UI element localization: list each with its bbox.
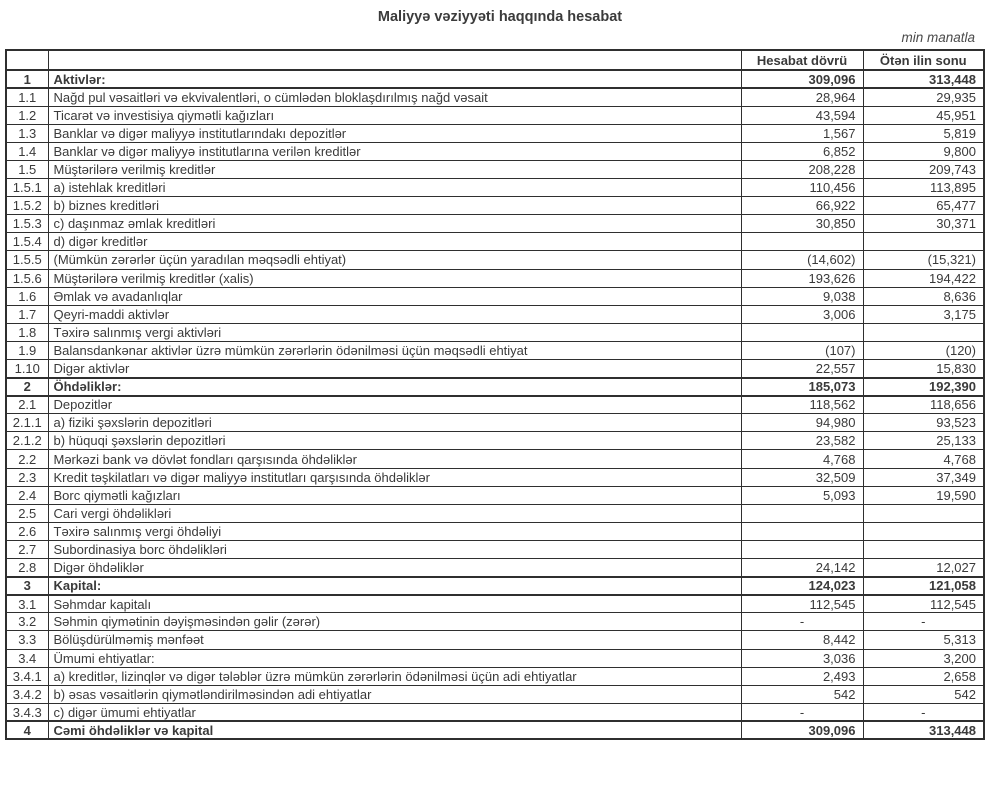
table-row	[6, 504, 984, 522]
value-previous: 15,830	[863, 360, 984, 378]
table-row	[6, 468, 984, 486]
row-number: 1.7	[6, 305, 48, 323]
value-current: 5,093	[741, 486, 863, 504]
value-previous: 113,895	[863, 179, 984, 197]
value-previous: 8,636	[863, 287, 984, 305]
value-current: 309,096	[741, 721, 863, 739]
row-label: b) biznes kreditləri	[48, 197, 741, 215]
row-label: Qeyri-maddi aktivlər	[48, 305, 741, 323]
table-row	[6, 522, 984, 540]
row-label: Cəmi öhdəliklər və kapital	[48, 721, 741, 739]
value-current: 193,626	[741, 269, 863, 287]
row-number: 2.4	[6, 486, 48, 504]
value-previous: 112,545	[863, 595, 984, 613]
value-previous: 3,200	[863, 649, 984, 667]
row-number: 3.4.1	[6, 667, 48, 685]
row-label: Cari vergi öhdəlikləri	[48, 504, 741, 522]
value-previous: 45,951	[863, 106, 984, 124]
value-current: 22,557	[741, 360, 863, 378]
value-current: 118,562	[741, 396, 863, 414]
row-number: 1.3	[6, 124, 48, 142]
value-current	[741, 504, 863, 522]
value-current	[741, 323, 863, 341]
value-current: 66,922	[741, 197, 863, 215]
row-number: 2.3	[6, 468, 48, 486]
value-current: 309,096	[741, 70, 863, 88]
row-number: 1.1	[6, 88, 48, 106]
value-previous: 313,448	[863, 721, 984, 739]
value-current: 30,850	[741, 215, 863, 233]
row-label: Subordinasiya borc öhdəlikləri	[48, 540, 741, 558]
value-current: 8,442	[741, 631, 863, 649]
value-previous: 313,448	[863, 70, 984, 88]
table-row	[6, 540, 984, 558]
value-previous	[863, 504, 984, 522]
table-row	[6, 88, 984, 106]
table-row	[6, 323, 984, 341]
row-number: 1.10	[6, 360, 48, 378]
row-number: 2.2	[6, 450, 48, 468]
row-number: 3.3	[6, 631, 48, 649]
table-row	[6, 305, 984, 323]
row-number: 1.4	[6, 142, 48, 160]
unit-note: min manatla	[901, 30, 975, 45]
row-number: 3.4.3	[6, 703, 48, 721]
value-current: 32,509	[741, 468, 863, 486]
value-current: (14,602)	[741, 251, 863, 269]
table-row	[6, 486, 984, 504]
table-body	[6, 70, 984, 739]
row-number: 2	[6, 378, 48, 396]
value-current	[741, 540, 863, 558]
table-row	[6, 685, 984, 703]
row-label: Ticarət və investisiya qiymətli kağızları	[48, 106, 741, 124]
value-previous: 2,658	[863, 667, 984, 685]
header-previous-period: Ötən ilin sonu	[863, 50, 984, 70]
value-previous: 192,390	[863, 378, 984, 396]
row-label: d) digər kreditlər	[48, 233, 741, 251]
table-row	[6, 721, 984, 739]
value-current: 6,852	[741, 142, 863, 160]
row-number: 3.4.2	[6, 685, 48, 703]
value-current: 2,493	[741, 667, 863, 685]
row-number: 1.5.1	[6, 179, 48, 197]
value-previous: 194,422	[863, 269, 984, 287]
row-number: 3	[6, 577, 48, 595]
value-previous: 65,477	[863, 197, 984, 215]
row-label: a) fiziki şəxslərin depozitləri	[48, 414, 741, 432]
row-label: Təxirə salınmış vergi aktivləri	[48, 323, 741, 341]
value-current: 24,142	[741, 559, 863, 577]
value-current: 185,073	[741, 378, 863, 396]
row-number: 2.1.1	[6, 414, 48, 432]
value-previous: 542	[863, 685, 984, 703]
value-current: 110,456	[741, 179, 863, 197]
value-current: (107)	[741, 341, 863, 359]
table-row	[6, 160, 984, 178]
row-label: c) digər ümumi ehtiyatlar	[48, 703, 741, 721]
row-label: Səhmin qiymətinin dəyişməsindən gəlir (zərər)	[48, 613, 741, 631]
value-previous: 3,175	[863, 305, 984, 323]
value-current: 208,228	[741, 160, 863, 178]
value-previous: 93,523	[863, 414, 984, 432]
table-row	[6, 233, 984, 251]
value-previous: 121,058	[863, 577, 984, 595]
row-label: Banklar və digər maliyyə institutlarına verilən kreditlər	[48, 142, 741, 160]
table-row	[6, 197, 984, 215]
row-label: a) istehlak kreditləri	[48, 179, 741, 197]
value-previous: (15,321)	[863, 251, 984, 269]
row-label: Təxirə salınmış vergi öhdəliyi	[48, 522, 741, 540]
value-previous	[863, 233, 984, 251]
table-header	[6, 50, 984, 70]
row-number: 1.2	[6, 106, 48, 124]
table-row	[6, 649, 984, 667]
row-number: 1.8	[6, 323, 48, 341]
header-row	[6, 50, 984, 70]
row-label: Banklar və digər maliyyə institutlarındakı depozitlər	[48, 124, 741, 142]
header-label	[48, 50, 741, 70]
row-number: 2.5	[6, 504, 48, 522]
row-label: b) əsas vəsaitlərin qiymətləndirilməsindən adi ehtiyatlar	[48, 685, 741, 703]
row-label: a) kreditlər, lizinqlər və digər tələblər üzrə mümkün zərərlərin ödənilməsi üçün adi ehtiyatlar	[48, 667, 741, 685]
row-label: Depozitlər	[48, 396, 741, 414]
financial-statement-table	[5, 49, 985, 740]
value-current: -	[741, 703, 863, 721]
table-row	[6, 595, 984, 613]
page-title: Maliyyə vəziyyəti haqqında hesabat	[377, 9, 623, 25]
value-current: 43,594	[741, 106, 863, 124]
table-row	[6, 378, 984, 396]
table-row	[6, 179, 984, 197]
row-label: Müştərilərə verilmiş kreditlər	[48, 160, 741, 178]
value-previous: 25,133	[863, 432, 984, 450]
row-label: Kredit təşkilatları və digər maliyyə institutları qarşısında öhdəliklər	[48, 468, 741, 486]
value-current	[741, 522, 863, 540]
row-number: 2.6	[6, 522, 48, 540]
row-label: Əmlak və avadanlıqlar	[48, 287, 741, 305]
value-previous: (120)	[863, 341, 984, 359]
table-row	[6, 559, 984, 577]
value-current: 23,582	[741, 432, 863, 450]
table-row	[6, 613, 984, 631]
value-previous	[863, 323, 984, 341]
table-row	[6, 631, 984, 649]
row-number: 1.5.4	[6, 233, 48, 251]
row-number: 1	[6, 70, 48, 88]
value-current: 4,768	[741, 450, 863, 468]
row-label: b) hüquqi şəxslərin depozitləri	[48, 432, 741, 450]
value-current: 9,038	[741, 287, 863, 305]
value-previous: 37,349	[863, 468, 984, 486]
row-number: 3.4	[6, 649, 48, 667]
value-previous	[863, 522, 984, 540]
table-row	[6, 432, 984, 450]
table-row	[6, 215, 984, 233]
row-label: Kapital:	[48, 577, 741, 595]
row-label: Bölüşdürülməmiş mənfəət	[48, 631, 741, 649]
row-label: c) daşınmaz əmlak kreditləri	[48, 215, 741, 233]
value-previous: 118,656	[863, 396, 984, 414]
row-number: 1.6	[6, 287, 48, 305]
value-previous: 4,768	[863, 450, 984, 468]
value-previous: 209,743	[863, 160, 984, 178]
row-label: Ümumi ehtiyatlar:	[48, 649, 741, 667]
table-row	[6, 703, 984, 721]
value-current: -	[741, 613, 863, 631]
table-row	[6, 287, 984, 305]
table-row	[6, 396, 984, 414]
table-row	[6, 577, 984, 595]
row-number: 2.8	[6, 559, 48, 577]
row-number: 1.5.5	[6, 251, 48, 269]
table-row	[6, 142, 984, 160]
value-previous: 29,935	[863, 88, 984, 106]
value-previous: 5,313	[863, 631, 984, 649]
row-label: Müştərilərə verilmiş kreditlər (xalis)	[48, 269, 741, 287]
value-previous: -	[863, 613, 984, 631]
row-number: 4	[6, 721, 48, 739]
table-row	[6, 70, 984, 88]
value-previous: 9,800	[863, 142, 984, 160]
row-number: 1.9	[6, 341, 48, 359]
row-number: 1.5.3	[6, 215, 48, 233]
value-previous: 5,819	[863, 124, 984, 142]
table-row	[6, 124, 984, 142]
table-row	[6, 251, 984, 269]
row-label: Öhdəliklər:	[48, 378, 741, 396]
value-previous	[863, 540, 984, 558]
row-number: 2.1	[6, 396, 48, 414]
table-row	[6, 360, 984, 378]
row-label: Mərkəzi bank və dövlət fondları qarşısında öhdəliklər	[48, 450, 741, 468]
row-number: 3.2	[6, 613, 48, 631]
value-previous: -	[863, 703, 984, 721]
table-container	[5, 27, 983, 740]
row-number: 1.5	[6, 160, 48, 178]
value-current: 542	[741, 685, 863, 703]
value-previous: 12,027	[863, 559, 984, 577]
value-current: 28,964	[741, 88, 863, 106]
row-label: Borc qiymətli kağızları	[48, 486, 741, 504]
row-label: Digər öhdəliklər	[48, 559, 741, 577]
table-row	[6, 667, 984, 685]
row-number: 2.1.2	[6, 432, 48, 450]
table-row	[6, 414, 984, 432]
row-label: (Mümkün zərərlər üçün yaradılan məqsədli ehtiyat)	[48, 251, 741, 269]
row-label: Səhmdar kapitalı	[48, 595, 741, 613]
value-current: 112,545	[741, 595, 863, 613]
value-current: 124,023	[741, 577, 863, 595]
value-previous: 19,590	[863, 486, 984, 504]
row-label: Aktivlər:	[48, 70, 741, 88]
row-label: Nağd pul vəsaitləri və ekvivalentləri, o cümlədən bloklaşdırılmış nağd vəsait	[48, 88, 741, 106]
value-previous: 30,371	[863, 215, 984, 233]
header-number	[6, 50, 48, 70]
row-label: Digər aktivlər	[48, 360, 741, 378]
value-current: 3,006	[741, 305, 863, 323]
table-row	[6, 269, 984, 287]
value-current: 94,980	[741, 414, 863, 432]
row-number: 1.5.6	[6, 269, 48, 287]
value-current: 1,567	[741, 124, 863, 142]
table-row	[6, 450, 984, 468]
row-number: 1.5.2	[6, 197, 48, 215]
value-current: 3,036	[741, 649, 863, 667]
row-label: Balansdankənar aktivlər üzrə mümkün zərərlərin ödənilməsi üçün məqsədli ehtiyat	[48, 341, 741, 359]
row-number: 3.1	[6, 595, 48, 613]
header-current-period: Hesabat dövrü	[741, 50, 863, 70]
table-row	[6, 106, 984, 124]
row-number: 2.7	[6, 540, 48, 558]
value-current	[741, 233, 863, 251]
table-row	[6, 341, 984, 359]
